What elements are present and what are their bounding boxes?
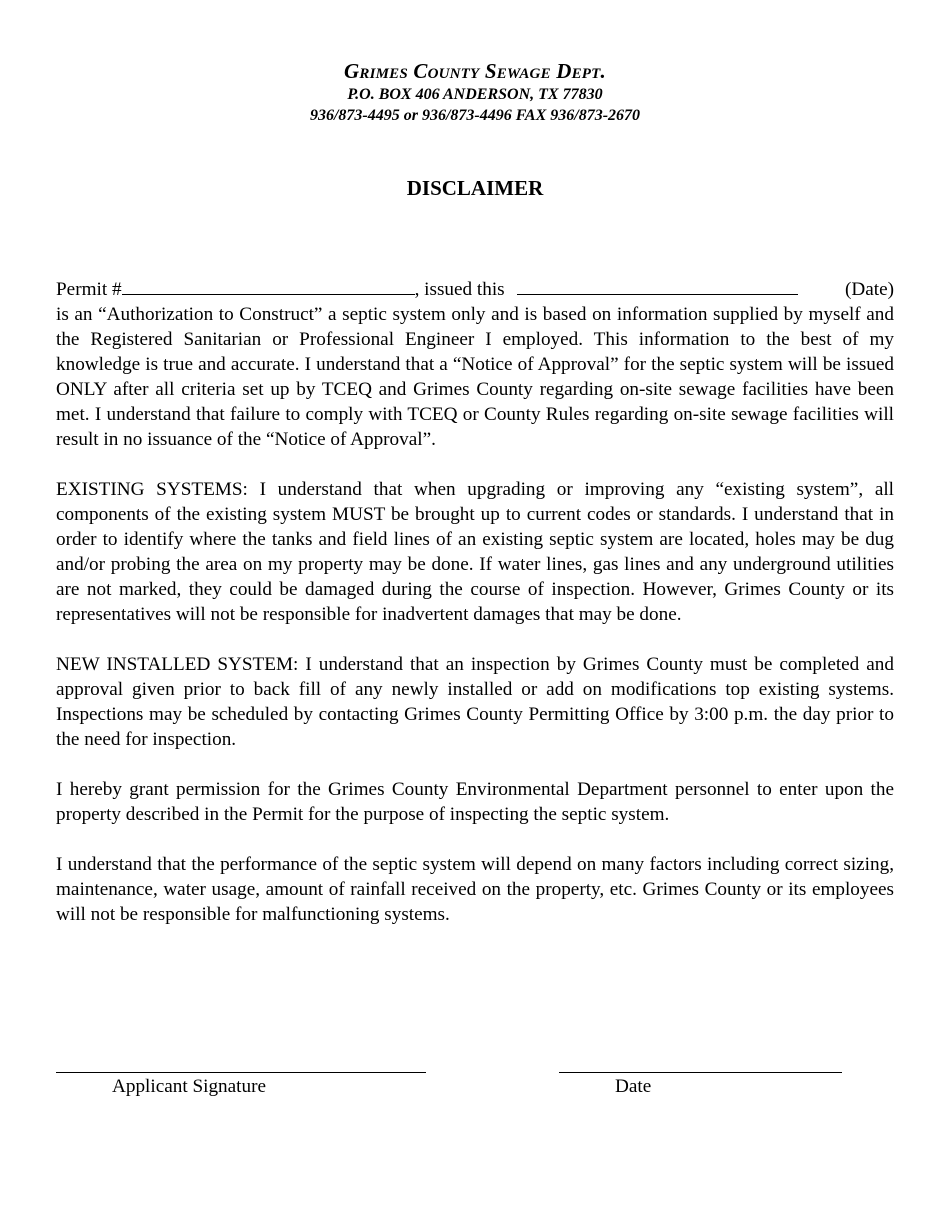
mailing-address: P.O. BOX 406 ANDERSON, TX 77830 [347,86,603,103]
disclaimer-body [56,276,894,952]
organization-name: Grimes County Sewage Dept. [344,59,606,83]
authorization-paragraph: is an “Authorization to Construct” a septic system only and is based on information supplied by myself and the Registered Sanitarian or Professional Engineer I employed. This information to the best of my knowledge is true and accurate. I understand that a “Notice of Approval” for the septic system will be issued ONLY after all criteria set up by TCEQ and Grimes County regarding on-site sewage facilities have been met. I understand that failure to comply with TCEQ or County Rules regarding on-site sewage facilities will result in no issuance of the “Notice of Approval”. [56,304,894,450]
permit-number-field[interactable] [122,276,415,295]
page-title: DISCLAIMER [406,176,544,200]
new-installed-system-paragraph: NEW INSTALLED SYSTEM: I understand that an inspection by Grimes County must be completed and approval given prior to back fill of any newly installed or add on modifications top existing systems. Inspections may be scheduled by contacting Grimes County Permitting Office by 3:00 p.m. the day prior to the need for inspection. [56,654,894,750]
signature-date-line[interactable] [559,1072,842,1073]
issue-date-field[interactable] [517,276,798,295]
existing-systems-paragraph: EXISTING SYSTEMS: I understand that when upgrading or improving any “existing system”, all components of the existing system MUST be brought up to current codes or standards. I understand that in order to identify where the tanks and field lines of an existing septic system are located, holes may be dug and/or probing the area on my property may be done. If water lines, gas lines and any underground utilities are not marked, they could be damaged during the course of inspection. However, Grimes County or its representatives will not be responsible for inadvertent damages that may be done. [56,479,894,625]
issued-label: , issued this [414,279,505,300]
phone-fax: 936/873-4495 or 936/873-4496 FAX 936/873-2670 [309,107,641,124]
permit-label: Permit # [56,279,122,300]
signature-date-label: Date [615,1076,652,1097]
permission-paragraph: I hereby grant permission for the Grimes County Environmental Department personnel to enter upon the property described in the Permit for the purpose of inspecting the septic system. [56,779,894,825]
performance-paragraph: I understand that the performance of the septic system will depend on many factors including correct sizing, maintenance, water usage, amount of rainfall received on the property, etc. Grimes County or its employees will not be responsible for malfunctioning systems. [56,854,894,925]
permit-line [56,276,894,302]
date-label: (Date) [845,279,894,300]
letterhead [0,58,950,126]
applicant-signature-label: Applicant Signature [112,1076,266,1097]
applicant-signature-line[interactable] [56,1072,426,1073]
